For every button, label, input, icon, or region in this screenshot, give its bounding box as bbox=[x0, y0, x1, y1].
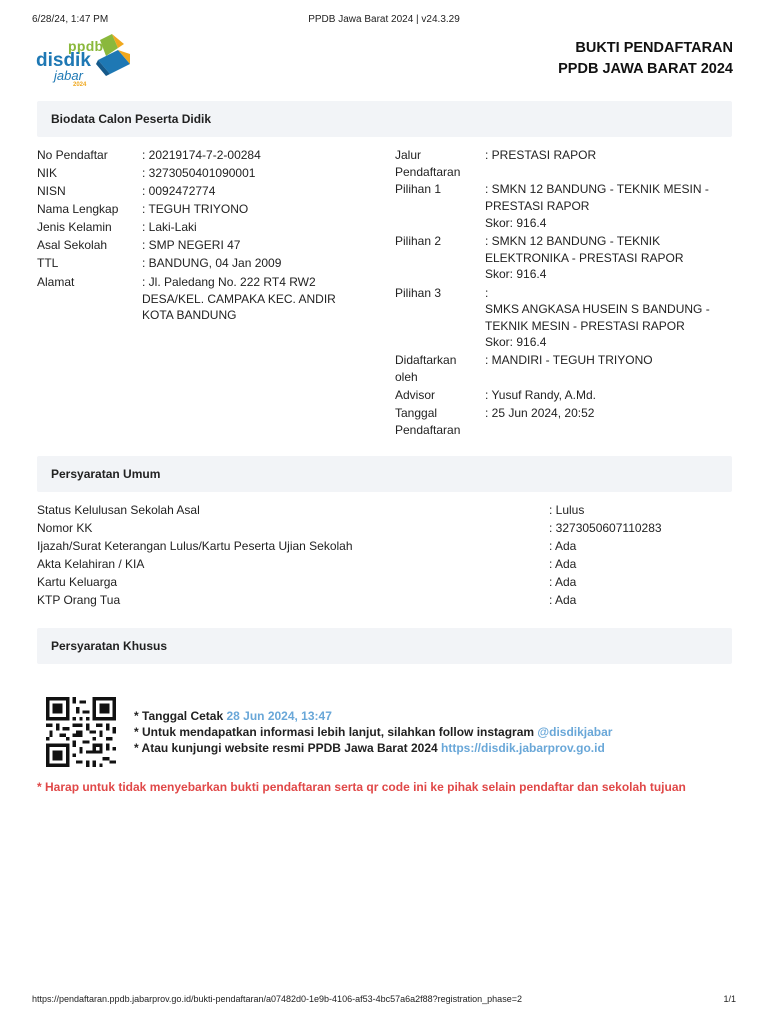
value-pilihan-2-line1: : SMKN 12 BANDUNG - TEKNIK bbox=[485, 234, 661, 248]
biodata-right-column bbox=[395, 147, 735, 442]
label-nomor-kk: Nomor KK bbox=[37, 521, 93, 535]
warning-text: * Harap untuk tidak menyebarkan bukti pendaftaran serta qr code ini ke pihak selain pendaftar dan sekolah tujuan bbox=[37, 780, 686, 794]
label-didaftarkan-line2: oleh bbox=[395, 370, 418, 384]
section-persyaratan-khusus-title: Persyaratan Khusus bbox=[51, 639, 168, 653]
label-nik: NIK bbox=[37, 166, 58, 180]
value-pilihan-3-skor: Skor: 916.4 bbox=[485, 335, 547, 349]
document-title-line1: BUKTI PENDAFTARAN bbox=[575, 40, 733, 56]
value-ijazah: : Ada bbox=[549, 539, 577, 553]
label-ijazah: Ijazah/Surat Keterangan Lulus/Kartu Peserta Ujian Sekolah bbox=[37, 539, 353, 553]
label-jalur-line1: Jalur bbox=[395, 148, 422, 162]
label-tanggal-line2: Pendaftaran bbox=[395, 423, 461, 437]
value-status-kelulusan: : Lulus bbox=[549, 503, 585, 517]
logo-text-ppdb: ppdb bbox=[68, 38, 104, 54]
label-ktp-orang-tua: KTP Orang Tua bbox=[37, 593, 121, 607]
persyaratan-umum-list bbox=[37, 502, 732, 612]
section-persyaratan-umum-title: Persyaratan Umum bbox=[51, 467, 161, 481]
note-instagram-text: * Untuk mendapatkan informasi lebih lanjut, silahkan follow instagram bbox=[134, 725, 538, 739]
label-no-pendaftar: No Pendaftar bbox=[37, 148, 108, 162]
print-datetime: 6/28/24, 1:47 PM bbox=[32, 14, 109, 25]
print-header bbox=[32, 14, 736, 28]
value-pilihan-1-line1: : SMKN 12 BANDUNG - TEKNIK MESIN - bbox=[485, 182, 709, 196]
note-website-text: * Atau kunjungi website resmi PPDB Jawa Barat 2024 bbox=[134, 741, 441, 755]
value-pilihan-2-line2: ELEKTRONIKA - PRESTASI RAPOR bbox=[485, 251, 684, 265]
document-title bbox=[558, 38, 733, 80]
value-ktp-orang-tua: : Ada bbox=[549, 593, 577, 607]
value-ttl: : BANDUNG, 04 Jan 2009 bbox=[142, 256, 282, 270]
label-jenis-kelamin: Jenis Kelamin bbox=[37, 220, 112, 234]
label-jalur-line2: Pendaftaran bbox=[395, 165, 461, 179]
note-instagram bbox=[134, 724, 612, 740]
label-alamat: Alamat bbox=[37, 275, 75, 289]
value-alamat-line1: : Jl. Paledang No. 222 RT4 RW2 bbox=[142, 275, 316, 289]
label-nisn: NISN bbox=[37, 184, 66, 198]
qr-code bbox=[44, 697, 118, 767]
label-pilihan-1: Pilihan 1 bbox=[395, 182, 442, 196]
value-pilihan-3-line1: SMKS ANGKASA HUSEIN S BANDUNG - bbox=[485, 302, 710, 316]
value-jalur: : PRESTASI RAPOR bbox=[485, 148, 597, 162]
value-nik: : 3273050401090001 bbox=[142, 166, 256, 180]
print-footer bbox=[32, 994, 736, 1008]
value-pilihan-1-skor: Skor: 916.4 bbox=[485, 216, 547, 230]
website-link[interactable]: https://disdik.jabarprov.go.id bbox=[441, 741, 605, 755]
section-persyaratan-umum-header bbox=[37, 456, 732, 492]
value-akta-kelahiran: : Ada bbox=[549, 557, 577, 571]
logo-text-disdik: disdik bbox=[36, 50, 91, 71]
section-persyaratan-khusus-header bbox=[37, 628, 732, 664]
value-asal-sekolah: : SMP NEGERI 47 bbox=[142, 238, 241, 252]
label-pilihan-2: Pilihan 2 bbox=[395, 234, 442, 248]
value-no-pendaftar: : 20219174-7-2-00284 bbox=[142, 148, 261, 162]
ppdb-disdik-jabar-logo bbox=[34, 34, 134, 90]
label-pilihan-3: Pilihan 3 bbox=[395, 286, 442, 300]
print-page-number: 1/1 bbox=[723, 994, 736, 1004]
label-advisor: Advisor bbox=[395, 388, 436, 402]
instagram-link[interactable]: @disdikjabar bbox=[537, 725, 613, 739]
value-didaftarkan: : MANDIRI - TEGUH TRIYONO bbox=[485, 353, 653, 367]
print-page-title: PPDB Jawa Barat 2024 | v24.3.29 bbox=[308, 14, 460, 25]
section-biodata-title: Biodata Calon Peserta Didik bbox=[51, 112, 212, 126]
label-status-kelulusan: Status Kelulusan Sekolah Asal bbox=[37, 503, 200, 517]
value-pilihan-3-line2: TEKNIK MESIN - PRESTASI RAPOR bbox=[485, 319, 685, 333]
note-tanggal-cetak-value: 28 Jun 2024, 13:47 bbox=[226, 709, 332, 723]
value-nomor-kk: : 3273050607110283 bbox=[549, 521, 662, 535]
value-pilihan-1-line2: PRESTASI RAPOR bbox=[485, 199, 590, 213]
value-nisn: : 0092472774 bbox=[142, 184, 216, 198]
label-kartu-keluarga: Kartu Keluarga bbox=[37, 575, 118, 589]
logo-text-year: 2024 bbox=[73, 82, 87, 88]
document-title-line2: PPDB JAWA BARAT 2024 bbox=[558, 61, 733, 77]
logo-text-jabar: jabar bbox=[54, 68, 83, 83]
label-akta-kelahiran: Akta Kelahiran / KIA bbox=[37, 557, 145, 571]
print-url: https://pendaftaran.ppdb.jabarprov.go.id/bukti-pendaftaran/a07482d0-1e9b-4106-af53-4bc57a6a2f88?registration_phase=2 bbox=[32, 994, 522, 1004]
label-ttl: TTL bbox=[37, 256, 59, 270]
label-didaftarkan-line1: Didaftarkan bbox=[395, 353, 457, 367]
value-alamat-line3: KOTA BANDUNG bbox=[142, 308, 237, 322]
note-tanggal-cetak-label: * Tanggal Cetak bbox=[134, 709, 227, 723]
value-kartu-keluarga: : Ada bbox=[549, 575, 577, 589]
label-tanggal-line1: Tanggal bbox=[395, 406, 438, 420]
value-advisor: : Yusuf Randy, A.Md. bbox=[485, 388, 596, 402]
value-pilihan-3-colon: : bbox=[485, 286, 489, 300]
value-nama-lengkap: : TEGUH TRIYONO bbox=[142, 202, 249, 216]
section-biodata-header bbox=[37, 101, 732, 137]
label-nama-lengkap: Nama Lengkap bbox=[37, 202, 119, 216]
value-pilihan-2-skor: Skor: 916.4 bbox=[485, 267, 547, 281]
biodata-left-column bbox=[37, 147, 377, 327]
label-asal-sekolah: Asal Sekolah bbox=[37, 238, 108, 252]
print-notes bbox=[134, 708, 612, 756]
value-jenis-kelamin: : Laki-Laki bbox=[142, 220, 197, 234]
value-alamat-line2: DESA/KEL. CAMPAKA KEC. ANDIR bbox=[142, 292, 336, 306]
note-tanggal-cetak bbox=[134, 708, 612, 724]
value-tanggal: : 25 Jun 2024, 20:52 bbox=[485, 406, 595, 420]
note-website bbox=[134, 740, 612, 756]
